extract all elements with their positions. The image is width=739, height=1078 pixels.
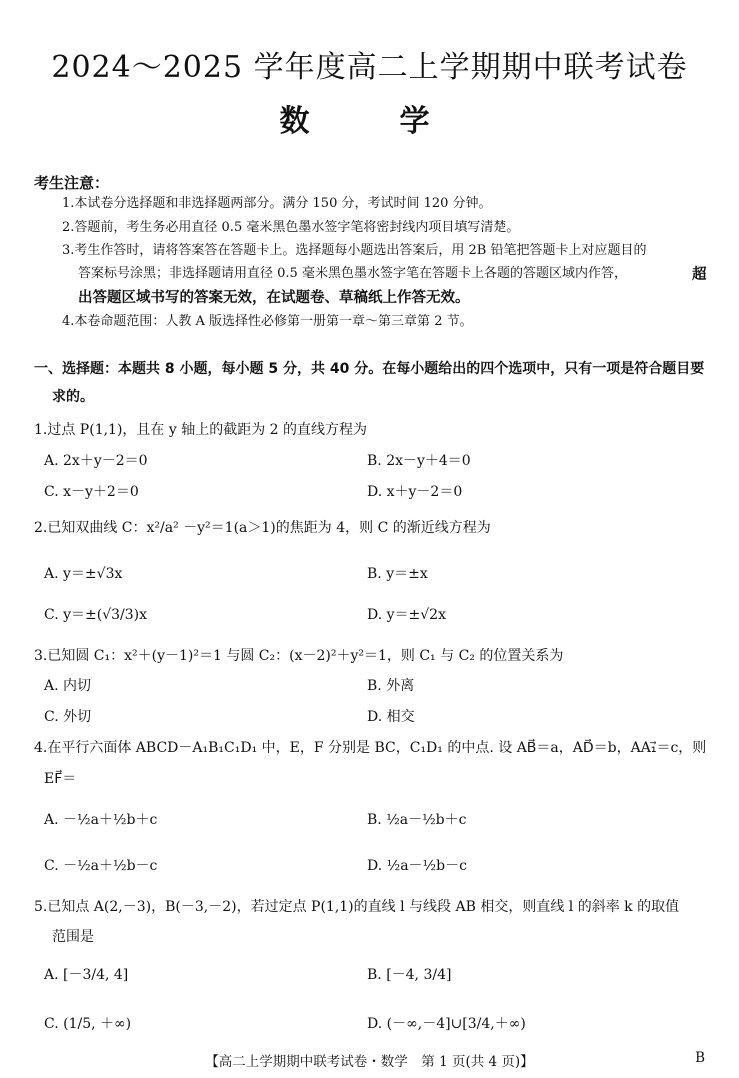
question-2-option-c: C. y＝±(√3/3)x bbox=[44, 607, 148, 623]
question-3-option-a: A. 内切 bbox=[44, 678, 92, 694]
notice-item-4: 4.本卷命题范围：人教 A 版选择性必修第一册第一章～第三章第 2 节。 bbox=[62, 314, 473, 329]
question-3-option-d: D. 相交 bbox=[367, 709, 415, 725]
question-4-option-a: A. －½a＋½b＋c bbox=[44, 812, 158, 828]
question-2-option-d: D. y＝±√2x bbox=[367, 607, 446, 623]
section-heading: 一、选择题：本题共 8 小题，每小题 5 分，共 40 分。在每小题给出的四个选项中，只有一项是符合题目要 bbox=[34, 361, 705, 377]
notice-item-1: 1.本试卷分选择题和非选择题两部分。满分 150 分，考试时间 120 分钟。 bbox=[62, 196, 492, 211]
subject-title: 数 学 bbox=[279, 104, 460, 139]
section-heading-cont: 求的。 bbox=[52, 389, 94, 405]
notice-item-3-cont: 答案标号涂黑；非选择题请用直径 0.5 毫米黑色墨水签字笔在答题卡上各题的答题区域内作答， bbox=[78, 266, 627, 281]
question-2-stem: 2.已知双曲线 C：x²/a² －y²＝1(a＞1)的焦距为 4，则 C 的渐近线方程为 bbox=[34, 520, 491, 536]
question-2-option-b: B. y＝±x bbox=[367, 566, 428, 582]
question-3-option-b: B. 外离 bbox=[367, 678, 415, 694]
question-5-option-b: B. [－4, 3/4] bbox=[367, 967, 452, 983]
question-3-stem: 3.已知圆 C₁：x²＋(y－1)²＝1 与圆 C₂：(x－2)²＋y²＝1，则 C₁ 与 C₂ 的位置关系为 bbox=[34, 648, 564, 664]
page-title: 2024～2025 学年度高二上学期期中联考试卷 bbox=[51, 50, 688, 85]
notice-heading: 考生注意： bbox=[34, 174, 110, 192]
question-4-stem-cont: EF⃗＝ bbox=[44, 771, 77, 787]
question-4-option-d: D. ½a－½b－c bbox=[367, 858, 467, 874]
notice-emphasis-start: 超 bbox=[692, 267, 707, 283]
question-4-option-b: B. ½a－½b＋c bbox=[367, 812, 467, 828]
question-5-option-a: A. [－3/4, 4] bbox=[44, 967, 129, 983]
question-5-stem: 5.已知点 A(2,－3)，B(－3,－2)，若过定点 P(1,1)的直线 l 与线段 AB 相交，则直线 l 的斜率 k 的取值 bbox=[34, 899, 680, 915]
notice-item-2: 2.答题前，考生务必用直径 0.5 毫米黑色墨水签字笔将密封线内项目填写清楚。 bbox=[62, 220, 520, 235]
question-1-option-c: C. x－y＋2＝0 bbox=[44, 484, 139, 500]
question-4-option-c: C. －½a＋½b－c bbox=[44, 858, 158, 874]
question-1-option-b: B. 2x－y＋4＝0 bbox=[367, 453, 471, 469]
question-1-option-d: D. x＋y－2＝0 bbox=[367, 484, 463, 500]
question-2-option-a: A. y＝±√3x bbox=[44, 566, 123, 582]
question-5-option-d: D. (－∞,－4]∪[3/4,＋∞) bbox=[367, 1016, 526, 1032]
question-4-stem: 4.在平行六面体 ABCD－A₁B₁C₁D₁ 中，E，F 分别是 BC，C₁D₁ 的中点. 设 AB⃗＝a，AD⃗＝b，AA₁⃗＝c，则 bbox=[34, 740, 707, 756]
notice-emphasis: 出答题区域书写的答案无效，在试题卷、草稿纸上作答无效。 bbox=[78, 290, 470, 306]
question-5-option-c: C. (1/5, ＋∞) bbox=[44, 1016, 132, 1032]
question-3-option-c: C. 外切 bbox=[44, 709, 92, 725]
page-footer: 【高二上学期期中联考试卷・数学 第 1 页(共 4 页)】 bbox=[205, 1054, 534, 1070]
question-1-option-a: A. 2x＋y－2＝0 bbox=[44, 453, 148, 469]
paper-version: B bbox=[695, 1050, 705, 1066]
question-5-stem-cont: 范围是 bbox=[52, 929, 94, 945]
question-1-stem: 1.过点 P(1,1)，且在 y 轴上的截距为 2 的直线方程为 bbox=[34, 422, 368, 438]
notice-item-3: 3.考生作答时，请将答案答在答题卡上。选择题每小题选出答案后，用 2B 铅笔把答题卡上对应题目的 bbox=[62, 243, 647, 258]
